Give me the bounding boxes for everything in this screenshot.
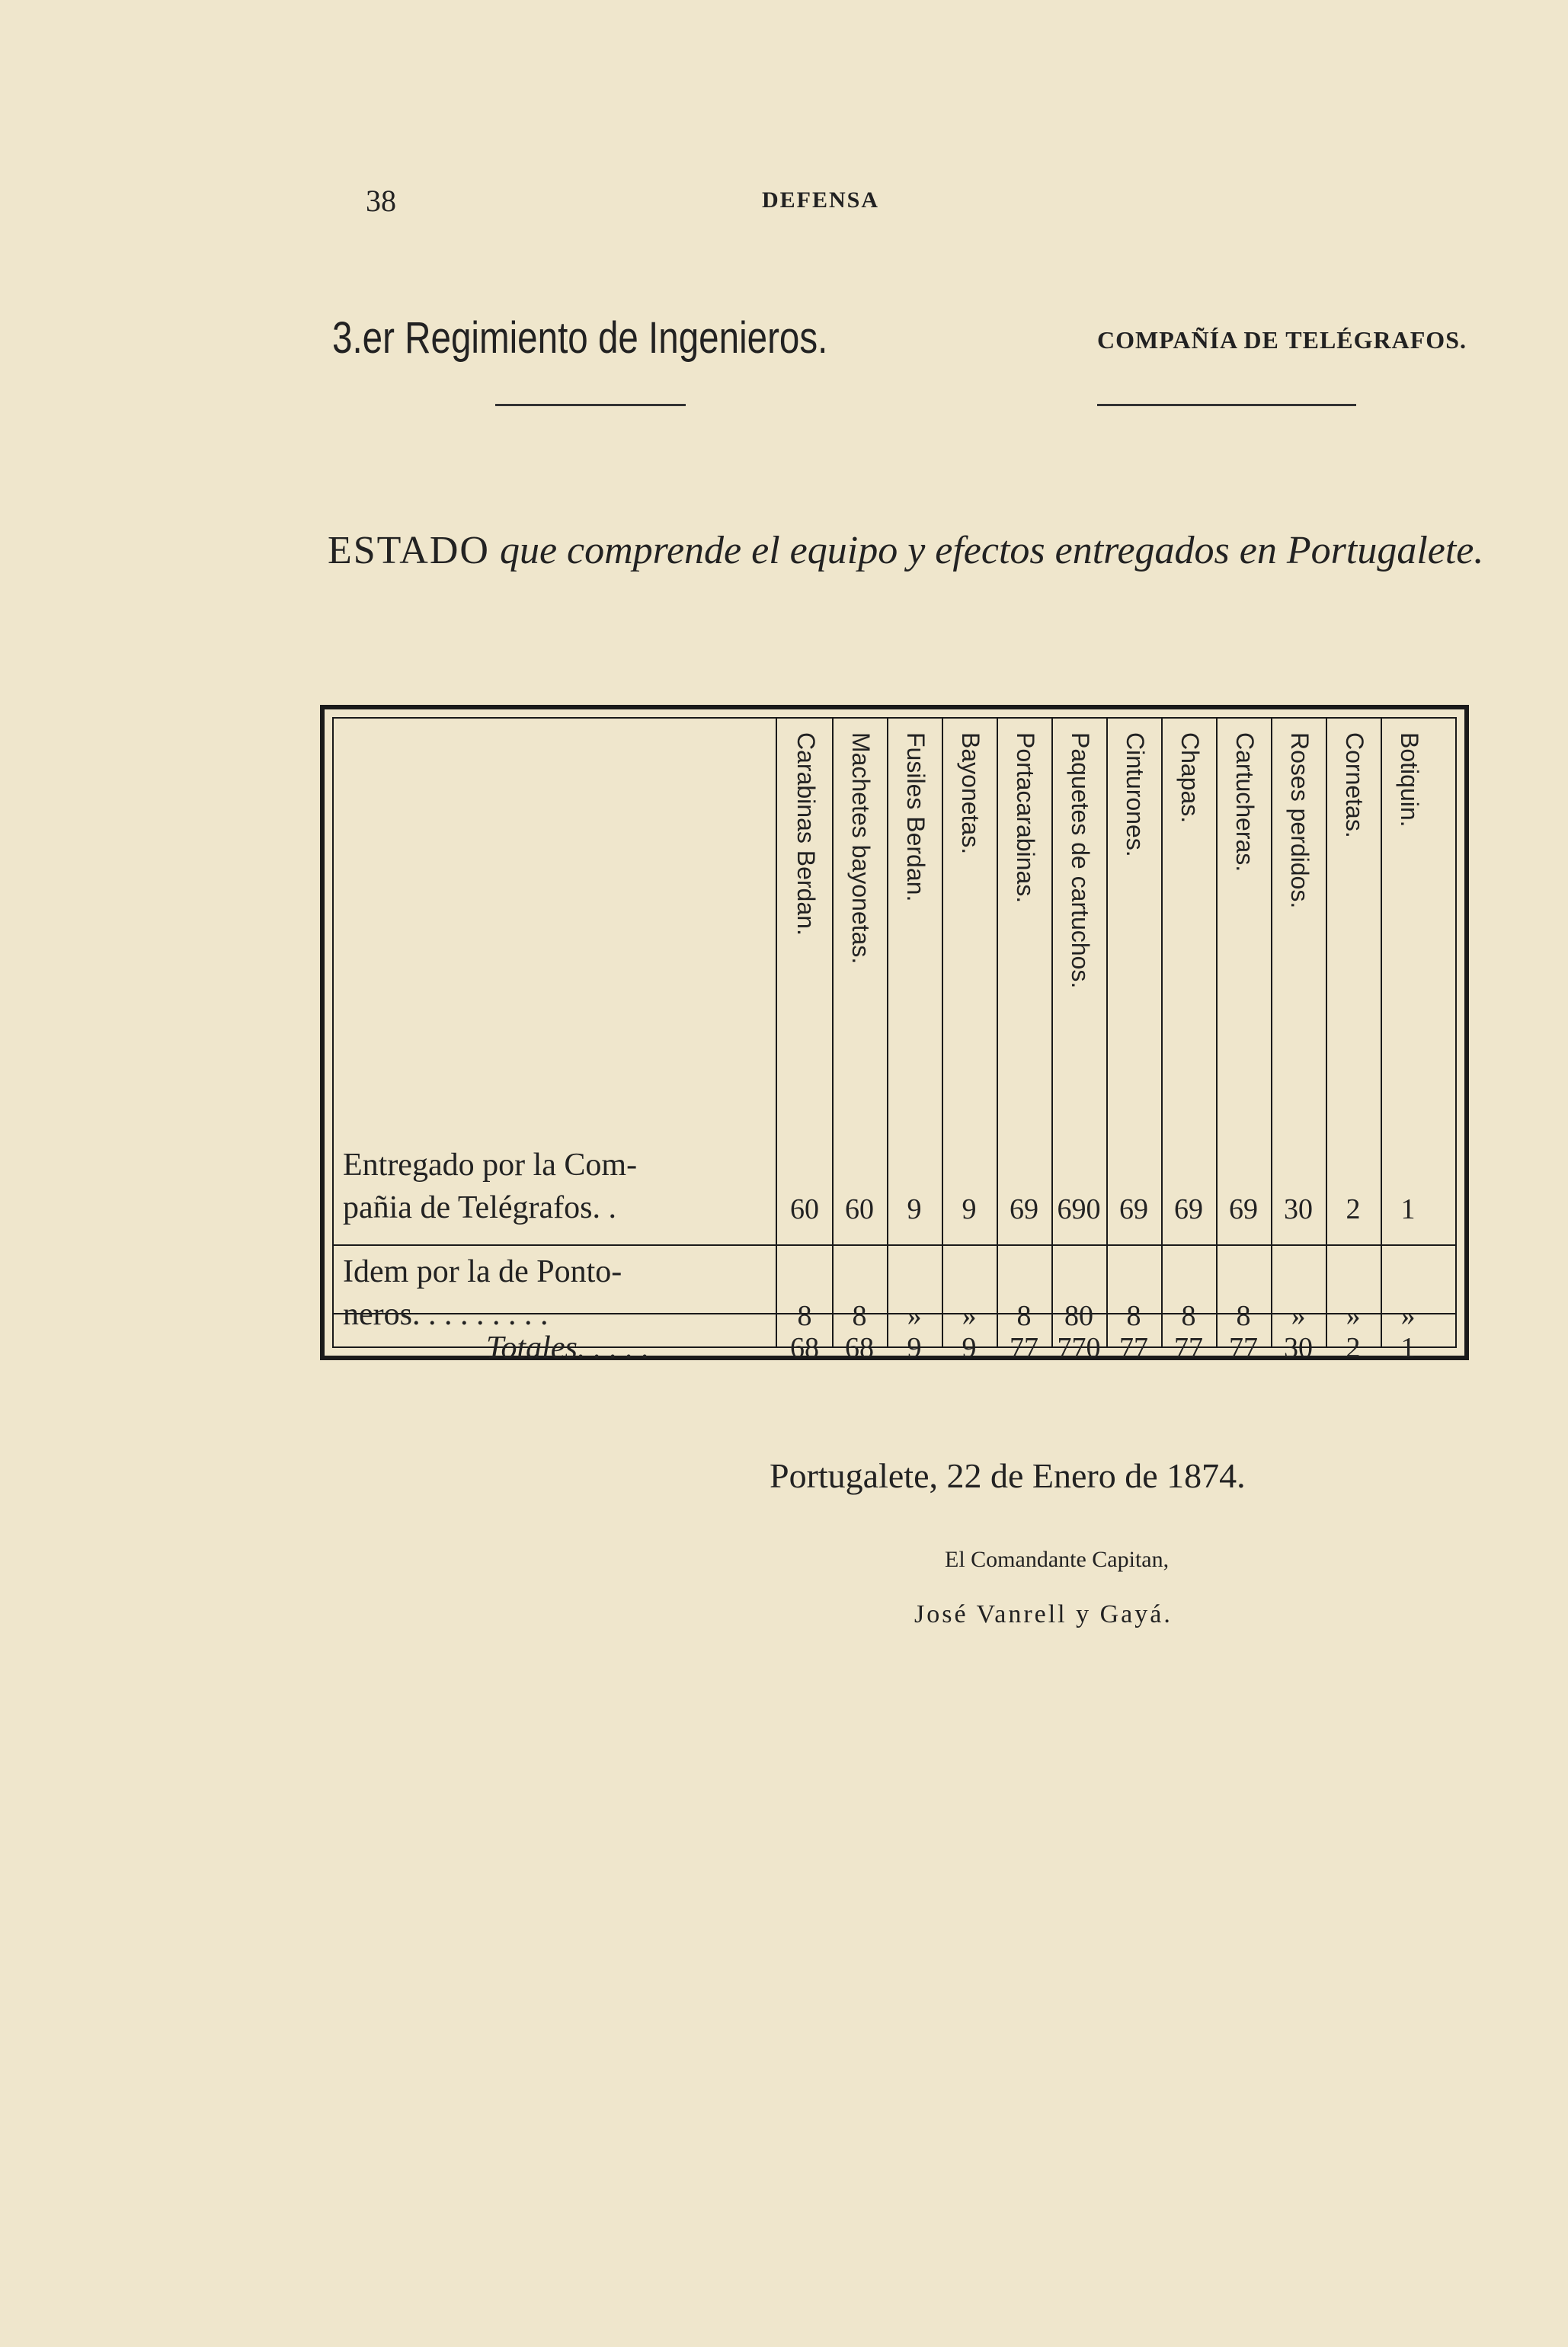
table-cell: 8 — [1016, 1300, 1032, 1332]
regiment-heading: 3.er Regimiento de Ingenieros. — [332, 313, 828, 363]
table-cell: 9 — [907, 1332, 922, 1364]
row-label-line1: Entregado por la Com- — [343, 1148, 638, 1183]
column-header: Cinturones. — [1122, 732, 1149, 857]
column-divider — [1271, 719, 1272, 1346]
title-lead: ESTADO — [328, 529, 490, 572]
table-cell: 770 — [1057, 1332, 1101, 1364]
table-cell: 69 — [1229, 1193, 1258, 1225]
signatory-title: El Comandante Capitan, — [945, 1547, 1170, 1572]
table-cell: 9 — [907, 1193, 922, 1225]
ornament-divider-left — [495, 404, 686, 406]
table-cell: 8 — [852, 1300, 867, 1332]
place-date: Portugalete, 22 de Enero de 1874. — [770, 1456, 1246, 1495]
table-cell: 60 — [845, 1193, 874, 1225]
column-header: Paquetes de cartuchos. — [1067, 732, 1094, 989]
table-cell: 77 — [1010, 1332, 1038, 1364]
column-header: Portacarabinas. — [1012, 732, 1039, 904]
row-label-line2: pañia de Telégrafos. . — [343, 1190, 616, 1225]
ornament-divider-right — [1097, 404, 1356, 406]
row-label-line2: neros. . . . . . . . . — [343, 1297, 549, 1332]
column-divider — [1106, 719, 1108, 1346]
column-divider — [1161, 719, 1163, 1346]
column-header: Fusiles Berdan. — [902, 732, 930, 902]
column-divider — [942, 719, 943, 1346]
table-cell: » — [907, 1300, 922, 1332]
table-cell: 77 — [1119, 1332, 1148, 1364]
table-cell: 9 — [962, 1193, 977, 1225]
column-header: Chapas. — [1176, 732, 1204, 824]
table-cell: 8 — [1236, 1300, 1251, 1332]
column-divider — [1326, 719, 1327, 1346]
table-cell: » — [1400, 1300, 1416, 1332]
column-divider — [887, 719, 888, 1346]
signatory-name: José Vanrell y Gayá. — [914, 1600, 1173, 1628]
table-cell: 68 — [790, 1332, 819, 1364]
table-cell: 30 — [1284, 1332, 1313, 1364]
table-cell: 2 — [1346, 1332, 1361, 1364]
column-divider — [1381, 719, 1382, 1346]
table-cell: 80 — [1064, 1300, 1093, 1332]
column-header: Cartucheras. — [1231, 732, 1259, 873]
table-cell: 2 — [1346, 1193, 1361, 1225]
running-title: DEFENSA — [762, 187, 880, 213]
row-label-line1: Idem por la de Ponto- — [343, 1254, 622, 1289]
table-cell: 69 — [1174, 1193, 1203, 1225]
table-cell: 68 — [845, 1332, 874, 1364]
table-cell: 8 — [1126, 1300, 1141, 1332]
company-heading: COMPAÑÍA DE TELÉGRAFOS. — [1097, 326, 1467, 354]
table-cell: 1 — [1400, 1193, 1416, 1225]
table-inner-border — [332, 717, 1457, 1366]
column-header: Carabinas Berdan. — [792, 732, 820, 936]
column-header: Cornetas. — [1341, 732, 1368, 838]
page-number: 38 — [366, 184, 396, 218]
equipment-table — [320, 705, 1469, 1366]
column-divider — [997, 719, 998, 1346]
table-cell: 9 — [962, 1332, 977, 1364]
table-cell: 690 — [1057, 1193, 1101, 1225]
table-cell: » — [1346, 1300, 1361, 1332]
table-cell: » — [962, 1300, 977, 1332]
title-rest: que comprende el equipo y efectos entregados en Portugalete. — [499, 529, 1484, 572]
table-cell: 60 — [790, 1193, 819, 1225]
table-cell: 77 — [1229, 1332, 1258, 1364]
column-divider — [1216, 719, 1218, 1346]
column-divider — [1051, 719, 1053, 1346]
column-divider — [832, 719, 834, 1346]
table-cell: 8 — [1181, 1300, 1196, 1332]
table-cell: 1 — [1400, 1332, 1416, 1364]
table-cell: 69 — [1010, 1193, 1038, 1225]
row-divider — [334, 1244, 1455, 1246]
table-cell: 69 — [1119, 1193, 1148, 1225]
column-header: Bayonetas. — [957, 732, 984, 855]
column-header: Roses perdidos. — [1286, 732, 1314, 909]
table-cell: 8 — [797, 1300, 812, 1332]
table-cell: » — [1291, 1300, 1306, 1332]
column-header: Botiquin. — [1396, 732, 1423, 828]
row-label-line2: Totales. . . . . — [486, 1330, 650, 1366]
table-cell: 77 — [1174, 1332, 1203, 1364]
document-title — [328, 526, 1486, 576]
column-header: Machetes bayonetas. — [847, 732, 875, 965]
table-cell: 30 — [1284, 1193, 1313, 1225]
